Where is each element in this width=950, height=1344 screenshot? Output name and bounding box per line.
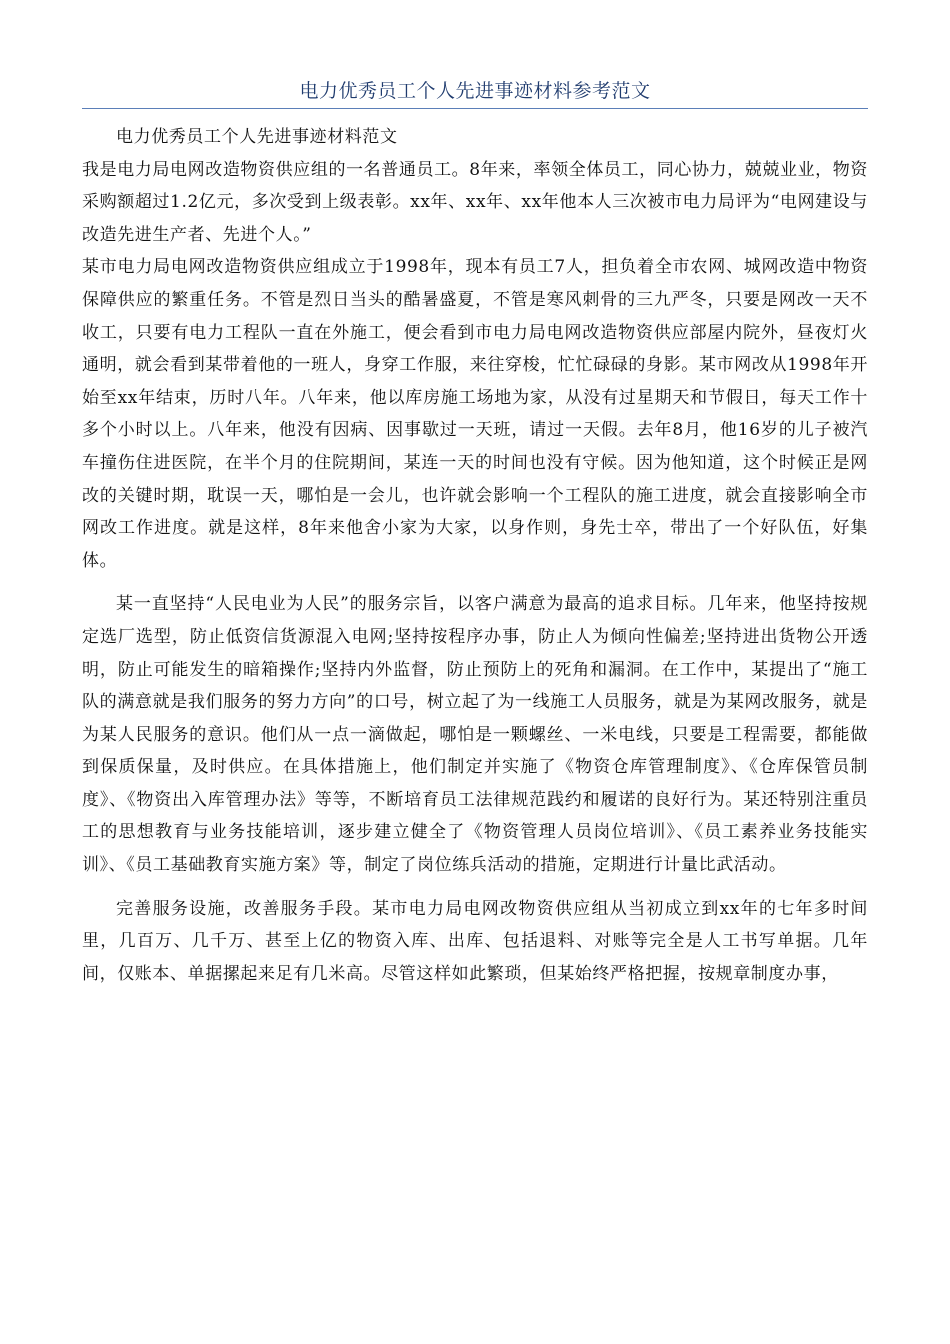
document-title: 电力优秀员工个人先进事迹材料参考范文 — [299, 80, 651, 102]
document-subtitle: 电力优秀员工个人先进事迹材料范文 — [116, 127, 398, 147]
paragraph-3: 某一直坚持“人民电业为人民”的服务宗旨，以客户满意为最高的追求目标。几年来，他坚持按规定选厂选型，防止低资信货源混入电网;坚持按程序办事，防止人为倾向性偏差;坚持进出货物公开透明，防止可能发生的暗箱操作;坚持内外监督，防止预防上的死角和漏洞。在工作中，某提出了“施工队的满意就是我们服务的努力方向”的口号，树立起了为一线施工人员服务，就是为某网改服务，就是为某人民服务的意识。他们从一点一滴做起，哪怕是一颗螺丝、一米电线，只要是工程需要，都能做到保质保量，及时供应。在具体措施上，他们制定并实施了《物资仓库管理制度》、《仓库保管员制度》、《物资出入库管理办法》等等，不断培育员工法律规范践约和履诺的良好行为。某还特别注重员工的思想教育与业务技能培训，逐步建立健全了《物资管理人员岗位培训》、《员工素养业务技能实训》、《员工基础教育实施方案》等，制定了岗位练兵活动的措施，定期进行计量比武活动。 — [82, 594, 868, 876]
title-underline — [82, 108, 868, 109]
document-body — [82, 121, 868, 990]
paragraph-4: 完善服务设施，改善服务手段。某市电力局电网改物资供应组从当初成立到xx年的七年多时间里，几百万、几千万、甚至上亿的物资入库、出库、包括退料、对账等完全是人工书写单据。几年间，仅账本、单据摞起来足有几米高。尽管这样如此繁琐，但某始终严格把握，按规章制度办事， — [82, 898, 868, 984]
paragraph-1: 我是电力局电网改造物资供应组的一名普通员工。8年来，率领全体员工，同心协力，兢兢业业，物资采购额超过1.2亿元，多次受到上级表彰。xx年、xx年、xx年他本人三次被市电力局评为“电网建设与改造先进生产者、先进个人。” — [82, 159, 868, 245]
paragraph-2: 某市电力局电网改造物资供应组成立于1998年，现本有员工7人，担负着全市农网、城网改造中物资保障供应的繁重任务。不管是烈日当头的酷暑盛夏，不管是寒风刺骨的三九严冬，只要是网改一天不收工，只要有电力工程队一直在外施工，便会看到市电力局电网改造物资供应部屋内院外，昼夜灯火通明，就会看到某带着他的一班人，身穿工作服，来往穿梭，忙忙碌碌的身影。某市网改从1998年开始至xx年结束，历时八年。八年来，他以库房施工场地为家，从没有过星期天和节假日，每天工作十多个小时以上。八年来，他没有因病、因事歇过一天班，请过一天假。去年8月，他16岁的儿子被汽车撞伤住进医院，在半个月的住院期间，某连一天的时间也没有守候。因为他知道，这个时候正是网改的关键时期，耽误一天，哪怕是一会儿，也许就会影响一个工程队的施工进度，就会直接影响全市网改工作进度。就是这样，8年来他舍小家为大家，以身作则，身先士卒，带出了一个好队伍，好集体。 — [82, 257, 868, 571]
